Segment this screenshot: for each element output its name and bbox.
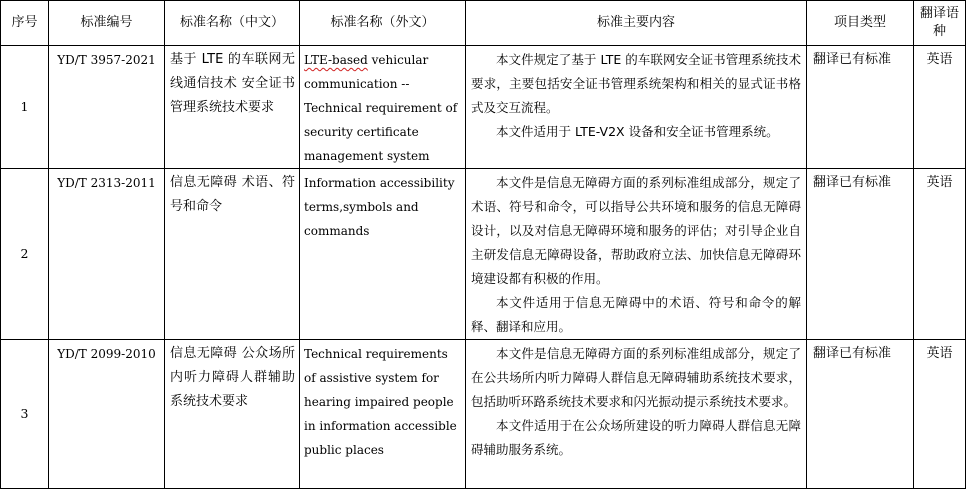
standard-name-cn: 信息无障碍 术语、符号和命令	[165, 169, 300, 340]
header-lang: 翻译语种	[914, 1, 966, 46]
project-type: 翻译已有标准	[807, 169, 914, 340]
content-paragraph: 本文件适用于信息无障碍中的术语、符号和命令的解释、翻译和应用。	[471, 295, 801, 334]
row-number: 3	[1, 340, 49, 489]
standard-name-en: Information accessibility terms,symbols and commands	[300, 169, 466, 340]
table-row	[1, 340, 966, 489]
content-paragraph: 本文件适用于在公众场所建设的听力障碍人群信息无障碍辅助服务系统。	[471, 418, 801, 457]
content-paragraph: 本文件规定了基于 LTE 的车联网安全证书管理系统技术要求，主要包括安全证书管理系统架构和相关的显式证书格式及交互流程。	[471, 52, 801, 115]
spellcheck-word: LTE-based	[304, 53, 368, 67]
header-content: 标准主要内容	[466, 1, 807, 46]
standard-code: YD/T 2099-2010	[49, 340, 165, 489]
standard-name-en-rest: vehicular communication --Technical requirement of security certificate management system	[304, 53, 458, 163]
content-paragraph: 本文件适用于 LTE-V2X 设备和安全证书管理系统。	[496, 124, 779, 139]
header-name-cn: 标准名称（中文）	[165, 1, 300, 46]
standard-code: YD/T 3957-2021	[49, 46, 165, 169]
standard-name-en: Technical requirements of assistive system for hearing impaired people in information accessible public places	[300, 340, 466, 489]
standard-content	[466, 340, 807, 489]
translation-language: 英语	[914, 46, 966, 169]
standard-content	[466, 46, 807, 169]
standard-code: YD/T 2313-2011	[49, 169, 165, 340]
header-name-en: 标准名称（外文）	[300, 1, 466, 46]
header-type: 项目类型	[807, 1, 914, 46]
header-no: 序号	[1, 1, 49, 46]
header-row	[1, 1, 966, 46]
row-number: 2	[1, 169, 49, 340]
standard-content	[466, 169, 807, 340]
project-type: 翻译已有标准	[807, 46, 914, 169]
translation-language: 英语	[914, 340, 966, 489]
translation-language: 英语	[914, 169, 966, 340]
content-paragraph: 本文件是信息无障碍方面的系列标准组成部分，规定了术语、符号和命令，可以指导公共环境和服务的信息无障碍设计，以及对信息无障碍环境和服务的评估；对引导企业自主研发信息无障碍设备，帮助政府立法、加快信息无障碍环境建设都有积极的作用。	[471, 175, 801, 286]
standard-name-cn: 信息无障碍 公众场所内听力障碍人群辅助系统技术要求	[165, 340, 300, 489]
table-row	[1, 169, 966, 340]
standard-name-en	[300, 46, 466, 169]
standard-name-cn: 基于 LTE 的车联网无线通信技术 安全证书管理系统技术要求	[165, 46, 300, 169]
row-number: 1	[1, 46, 49, 169]
table-row	[1, 46, 966, 169]
content-paragraph: 本文件是信息无障碍方面的系列标准组成部分，规定了在公共场所内听力障碍人群信息无障碍辅助系统技术要求，包括助听环路系统技术要求和闪光振动提示系统技术要求。	[471, 346, 801, 409]
header-code: 标准编号	[49, 1, 165, 46]
project-type: 翻译已有标准	[807, 340, 914, 489]
